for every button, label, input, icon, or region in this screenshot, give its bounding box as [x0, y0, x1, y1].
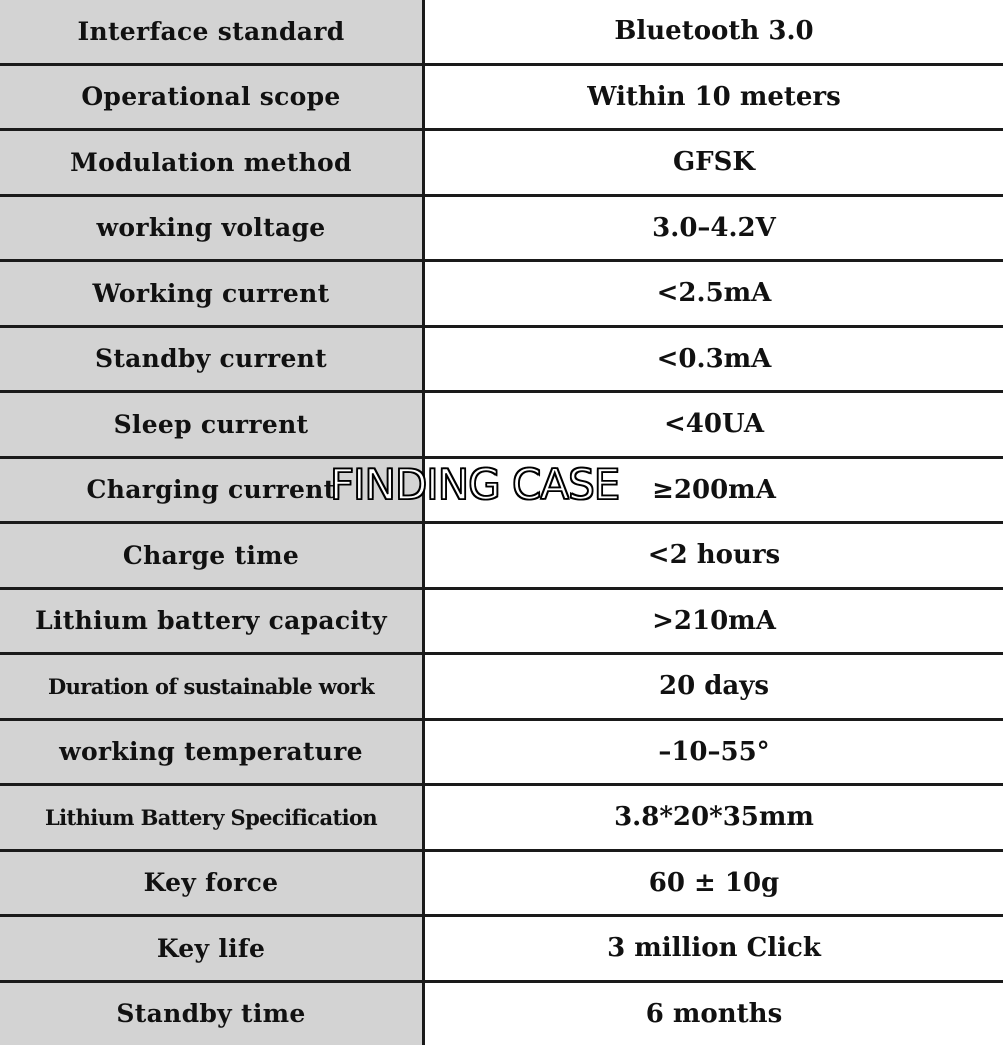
table-row: [0, 850, 1003, 916]
watermark-text: FINDING CASE: [330, 460, 619, 509]
param-value: >210mA: [424, 588, 1003, 654]
param-label: Duration of sustainable work: [0, 654, 424, 720]
table-row: [0, 588, 1003, 654]
param-label: working temperature: [0, 719, 424, 785]
param-label: Interface standard: [0, 0, 424, 64]
table-row: [0, 654, 1003, 720]
table-row: [0, 981, 1003, 1045]
param-value: ≥200mA: [424, 457, 1003, 523]
param-value: <40UA: [424, 392, 1003, 458]
table-row: [0, 392, 1003, 458]
param-value: 20 days: [424, 654, 1003, 720]
param-value: 3.0–4.2V: [424, 195, 1003, 261]
param-label: Charge time: [0, 523, 424, 589]
param-label: Standby time: [0, 981, 424, 1045]
table-row: [0, 785, 1003, 851]
param-label: Charging current: [0, 457, 424, 523]
param-label: Lithium Battery Specification: [0, 785, 424, 851]
param-value: Within 10 meters: [424, 64, 1003, 130]
table-row: [0, 64, 1003, 130]
param-value: –10–55°: [424, 719, 1003, 785]
param-label: Sleep current: [0, 392, 424, 458]
param-label: Operational scope: [0, 64, 424, 130]
param-label: Lithium battery capacity: [0, 588, 424, 654]
param-label: Working current: [0, 261, 424, 327]
param-value: 60 ± 10g: [424, 850, 1003, 916]
param-label: Key force: [0, 850, 424, 916]
table-row: [0, 916, 1003, 982]
param-label: working voltage: [0, 195, 424, 261]
param-value: GFSK: [424, 130, 1003, 196]
table-row: [0, 261, 1003, 327]
param-label: Standby current: [0, 326, 424, 392]
param-label: Modulation method: [0, 130, 424, 196]
table-row: [0, 523, 1003, 589]
param-value: 6 months: [424, 981, 1003, 1045]
param-value: Bluetooth 3.0: [424, 0, 1003, 64]
param-value: <2.5mA: [424, 261, 1003, 327]
table-row: [0, 326, 1003, 392]
param-value: <2 hours: [424, 523, 1003, 589]
param-value: 3.8*20*35mm: [424, 785, 1003, 851]
table-row: [0, 0, 1003, 64]
param-value: <0.3mA: [424, 326, 1003, 392]
param-value: 3 million Click: [424, 916, 1003, 982]
table-row: [0, 195, 1003, 261]
param-label: Key life: [0, 916, 424, 982]
table-row: [0, 130, 1003, 196]
table-row: [0, 719, 1003, 785]
